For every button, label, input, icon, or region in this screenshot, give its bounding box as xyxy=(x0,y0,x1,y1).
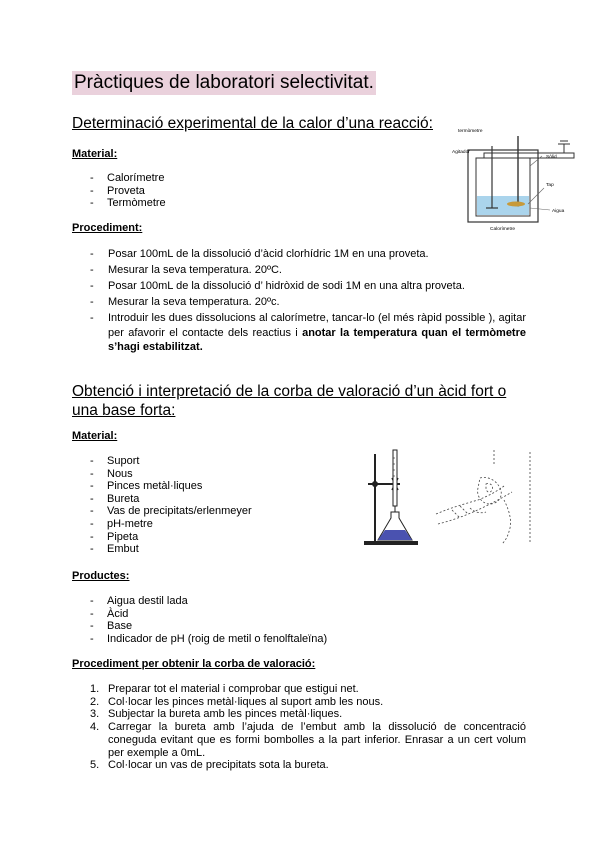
materials-list xyxy=(90,455,252,556)
list-item: - Vas de precipitats/erlenmeyer xyxy=(90,505,252,518)
list-item: 4. Carregar la bureta amb l’ajuda de l’embut amb la dissolució de concentració coneguda evitant que es formi bombolles a la part inferior. Enrasar a un cert volum per exemple a 0mL. xyxy=(90,721,526,759)
sample-mark xyxy=(507,202,525,207)
list-item: - Proveta xyxy=(90,185,166,198)
list-item: - Àcid xyxy=(90,608,327,621)
products-list xyxy=(90,595,327,645)
list-item: - Indicador de pH (roig de metil o fenolftaleïna) xyxy=(90,633,327,646)
titration-sketch-figure xyxy=(430,448,540,546)
list-item: - Aigua destil lada xyxy=(90,595,327,608)
list-item: 2. Col·locar les pinces metàl·liques al suport amb les nous. xyxy=(90,695,384,708)
diagram-label: Sòlid xyxy=(546,155,557,160)
list-item: - Pinces metàl·liques xyxy=(90,480,252,493)
list-item: - Base xyxy=(90,620,327,633)
material-heading: Material: xyxy=(72,148,118,160)
products-heading: Productes: xyxy=(72,570,130,582)
list-item: - Embut xyxy=(90,543,252,556)
steps-list xyxy=(90,683,526,772)
diagram-label: Agitador xyxy=(452,150,470,155)
material-heading: Material: xyxy=(72,430,118,442)
list-item: - Mesurar la seva temperatura. 20ºC. xyxy=(90,263,526,278)
diagram-label: termòmetre xyxy=(458,129,483,134)
list-item: - Nous xyxy=(90,468,252,481)
list-item: - pH-metre xyxy=(90,518,252,531)
list-item: - Suport xyxy=(90,455,252,468)
list-item: - Termòmetre xyxy=(90,197,166,210)
list-item: - Pipeta xyxy=(90,531,252,544)
materials-list xyxy=(90,172,166,210)
list-item: - Mesurar la seva temperatura. 20ºc. xyxy=(90,295,526,310)
document-title: Pràctiques de laboratori selectivitat. xyxy=(74,72,374,93)
procedure-list xyxy=(90,247,526,356)
diagram-label: Calorímetre xyxy=(490,227,516,232)
steps-heading: Procediment per obtenir la corba de valoració: xyxy=(72,658,316,670)
list-item: - Bureta xyxy=(90,493,252,506)
section-heading-calorimetry: Determinació experimental de la calor d’una reacció: xyxy=(72,115,433,132)
section-heading-titration: Obtenció i interpretació de la corba de valoració d’un àcid fort o una base forta: xyxy=(72,383,507,419)
list-item: 5. Col·locar un vas de precipitats sota la bureta. xyxy=(90,759,329,772)
list-item: 1. Preparar tot el material i comprobar que estigui net. xyxy=(90,683,359,695)
calorimeter-diagram xyxy=(440,122,578,234)
list-item: - Calorímetre xyxy=(90,172,166,185)
diagram-label: Tap xyxy=(546,183,554,188)
list-item: - Posar 100mL de la dissolució d’ hidròxid de sodi 1M en una altra proveta. xyxy=(90,279,526,294)
procedure-heading: Procediment: xyxy=(72,222,143,234)
diagram-label: Aigua xyxy=(552,209,565,214)
titration-setup-figure xyxy=(360,448,420,546)
list-item: - Introduir les dues dissolucions al calorímetre, tancar-lo (el més ràpid possible ), agitar per afavorir el contacte dels reactius i anotar la temperatura quan el termòmetre s’hagi estabilitzat. xyxy=(90,311,526,355)
list-item: - Posar 100mL de la dissolució d’àcid clorhídric 1M en una proveta. xyxy=(90,247,526,262)
list-item: 3. Subjectar la bureta amb les pinces metàl·liques. xyxy=(90,708,343,721)
